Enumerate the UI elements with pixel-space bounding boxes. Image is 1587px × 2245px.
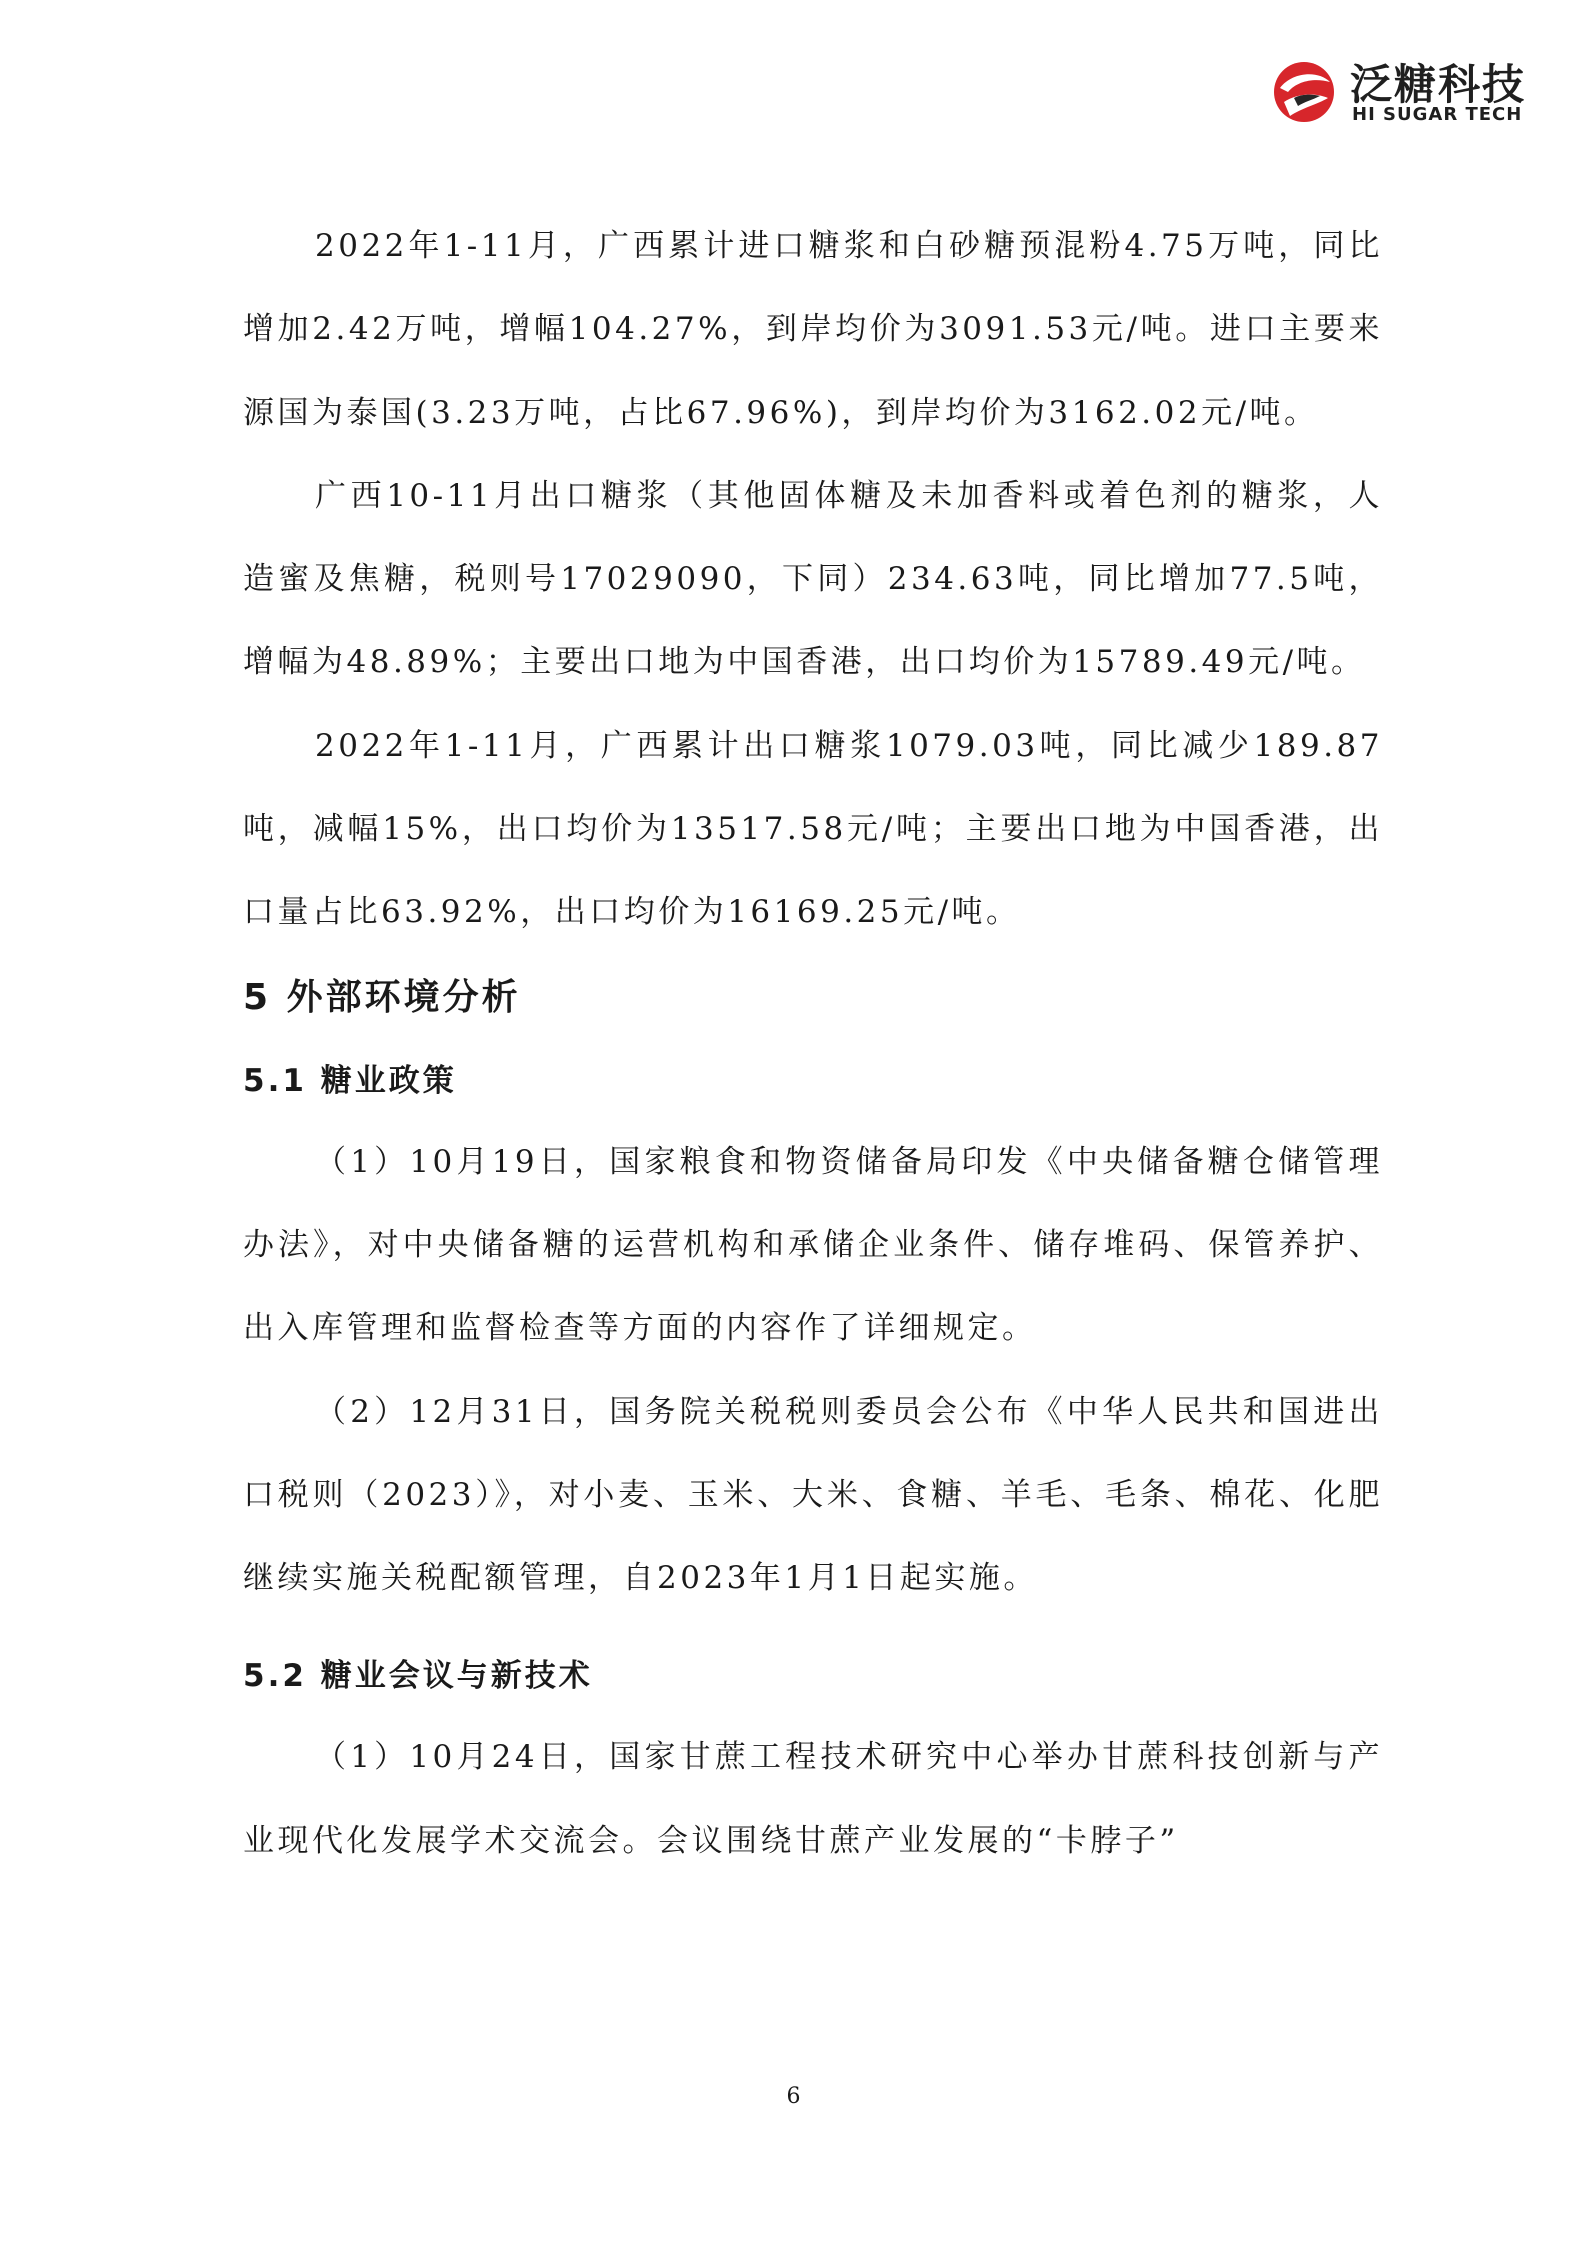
paragraph-export-oct-nov: 广西10-11月出口糖浆（其他固体糖及未加香料或着色剂的糖浆，人造蜜及焦糖，税则号17029090，下同）234.63吨，同比增加77.5吨，增幅为48.89%；主要出口地为中国香港，出口均价为15789.49元/吨。 [243,477,1383,681]
company-logo [1270,56,1560,128]
section-heading-external-environment: 5 外部环境分析 [243,976,521,1018]
document-body [243,205,1383,1883]
paragraph-export-jan-nov: 2022年1-11月，广西累计出口糖浆1079.03吨，同比减少189.87吨，减幅15%，出口均价为13517.58元/吨；主要出口地为中国香港，出口量占比63.92%，出口均价为16169.25元/吨。 [243,727,1383,931]
paragraph-policy-2: （2）12月31日，国务院关税税则委员会公布《中华人民共和国进出口税则（2023）》，对小麦、玉米、大米、食糖、羊毛、毛条、棉花、化肥继续实施关税配额管理，自2023年1月1日起实施。 [243,1393,1383,1597]
logo-mark-icon [1270,58,1338,126]
subsection-heading-meetings-technology: 5.2 糖业会议与新技术 [243,1658,593,1695]
subsection-heading-sugar-policy: 5.1 糖业政策 [243,1062,457,1099]
logo-english-text: HI SUGAR TECH [1352,104,1523,125]
paragraph-policy-1: （1）10月19日，国家粮食和物资储备局印发《中央储备糖仓储管理办法》，对中央储备糖的运营机构和承储企业条件、储存堆码、保管养护、出入库管理和监督检查等方面的内容作了详细规定。 [243,1143,1383,1347]
page-number: 6 [786,2084,801,2109]
paragraph-meeting-1: （1）10月24日，国家甘蔗工程技术研究中心举办甘蔗科技创新与产业现代化发展学术交流会。会议围绕甘蔗产业发展的“卡脖子” [243,1739,1383,1859]
paragraph-import-premix: 2022年1-11月，广西累计进口糖浆和白砂糖预混粉4.75万吨，同比增加2.42万吨，增幅104.27%，到岸均价为3091.53元/吨。进口主要来源国为泰国(3.23万吨，占比67.96%)，到岸均价为3162.02元/吨。 [243,228,1383,431]
logo-chinese-text: 泛糖科技 [1350,60,1527,109]
